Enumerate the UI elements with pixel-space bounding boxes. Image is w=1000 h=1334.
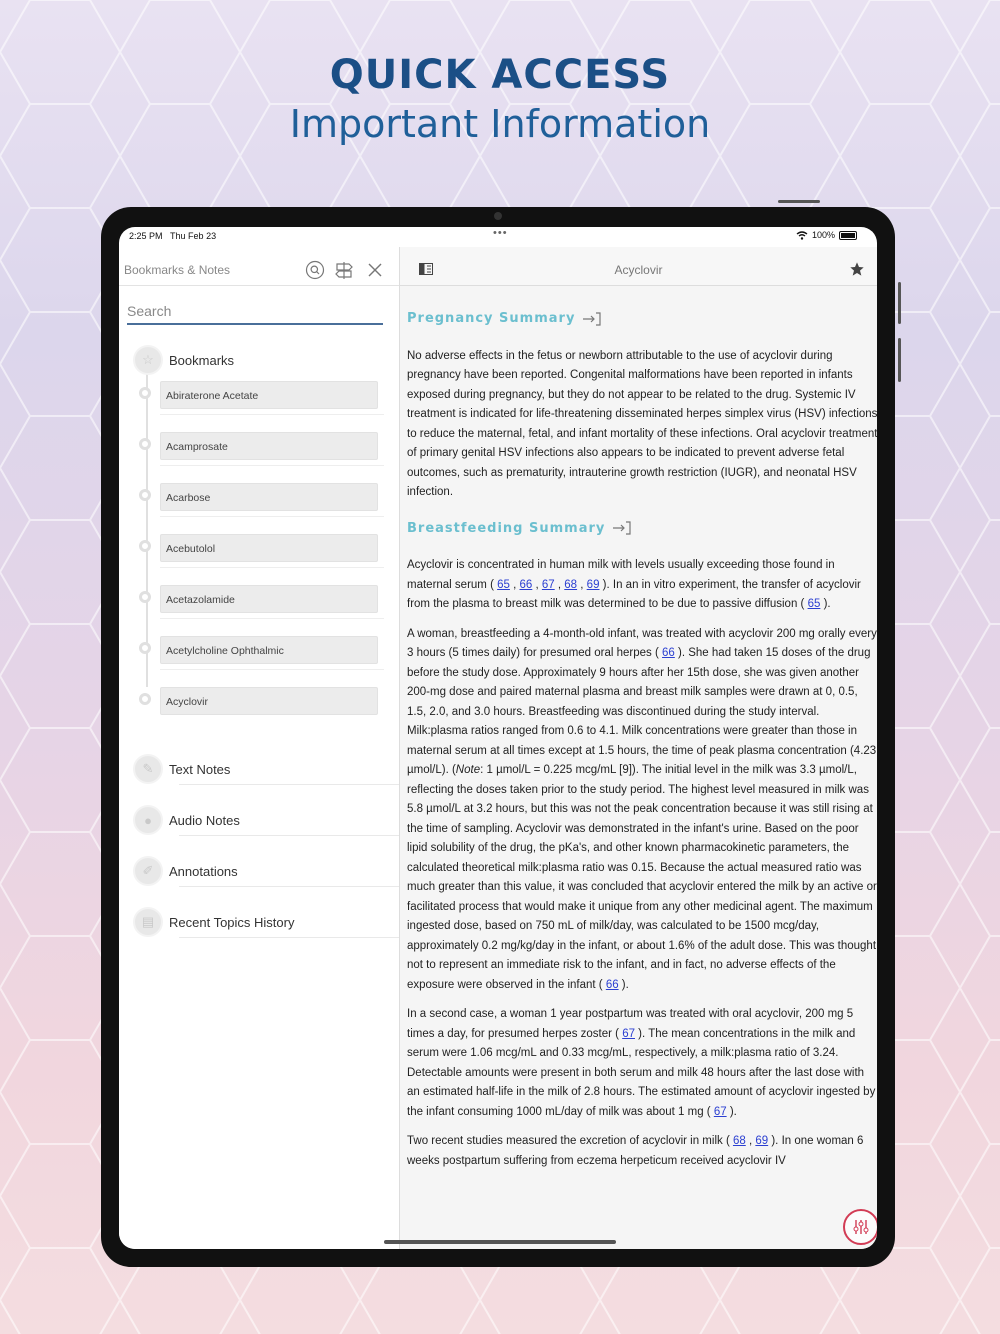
bookmark-item[interactable]: Acebutolol: [160, 534, 378, 562]
bookmark-item[interactable]: Acetazolamide: [160, 585, 378, 613]
jump-icon[interactable]: [581, 312, 601, 326]
headline-subtitle: Important Information: [289, 102, 711, 146]
separator: [160, 516, 384, 517]
reference-link[interactable]: 66: [605, 978, 619, 991]
search-icon[interactable]: [305, 260, 325, 280]
microphone-icon: ●: [133, 805, 163, 835]
breastfeeding-paragraph: Two recent studies measured the excretion of acyclovir in milk ( 68 , 69 ). In one woman 6 weeks postpartum suffering from eczema herpeticum received acyclovir IV: [407, 1135, 864, 1167]
headline-title: QUICK ACCESS: [329, 52, 671, 98]
separator: [160, 567, 384, 568]
timeline-node: [139, 438, 151, 450]
separator: [160, 414, 384, 415]
timeline-node: [139, 387, 151, 399]
timeline-line: [146, 357, 148, 687]
pregnancy-summary-heading: Pregnancy Summary: [407, 309, 877, 329]
camera: [494, 212, 502, 220]
monograph-title: Acyclovir: [614, 263, 663, 277]
separator: [179, 835, 399, 836]
reference-link[interactable]: 67: [713, 1105, 727, 1118]
device-volume-down: [898, 338, 901, 382]
history-icon: ▤: [133, 907, 163, 937]
section-audio-notes[interactable]: ● Audio Notes: [133, 805, 240, 835]
wifi-icon: [796, 231, 808, 240]
separator: [160, 669, 384, 670]
section-recent-history[interactable]: ▤ Recent Topics History: [133, 907, 294, 937]
timeline-node: [139, 489, 151, 501]
bookmark-item[interactable]: Abiraterone Acetate: [160, 381, 378, 409]
star-icon[interactable]: [849, 261, 865, 277]
monograph-content: [407, 309, 877, 1181]
breastfeeding-summary-heading: Breastfeeding Summary: [407, 519, 877, 539]
close-icon[interactable]: [365, 260, 385, 280]
status-bar: [119, 227, 877, 247]
reference-link[interactable]: 69: [586, 578, 600, 591]
section-annotations[interactable]: ✐ Annotations: [133, 856, 238, 886]
left-header: [119, 247, 399, 286]
separator: [160, 465, 384, 466]
reference-link[interactable]: 66: [519, 578, 533, 591]
breastfeeding-paragraph: A woman, breastfeeding a 4-month-old infant, was treated with acyclovir 200 mg orally every 3 hours (5 times daily) for presumed oral herpes ( 66 ). She had taken 15 doses of the drug before the study dose. Approximately 9 hours after her 15th dose, she was given another 200-mg dose and paired maternal plasma and breast milk samples were drawn at 0, 0.5, 1.5, 2.0, and 3.0 hours. Breastfeeding was discontinued during the study interval. Milk:plasma ratios ranged from 0.6 to 4.1. Milk concentrations were greater than those in maternal serum at all times except at 1.5 hours, the time of peak plasma concentration (4.23 µmol/L). (Note: 1 µmol/L = 0.225 mcg/mL [9]). The initial level in the milk was 3.3 µmol/L, reflecting the doses taken prior to the study period. The highest level measured in milk was 5.8 µmol/L at 3.2 hours, but this was not the peak concentration because it was still rising at the time of sampling. Acyclovir was demonstrated in the infant's urine. Based on the poor lipid solubility of the drug, the pKa's, and other known pharmacokinetic parameters, the calculated theoretical milk:plasma ratio was 0.15. Because the actual measured ratio was much greater than this value, it was concluded that acyclovir entered the milk by an active or facilitated process that would make it unique from any other medicinal agent. The maximum ingested dose, based on 750 mL of milk/day, was calculated to be 1500 mcg/day, approximately 0.2 mg/kg/day in the infant, or about 1.6% of the adult dose. This was thought not to represent an immediate risk to the infant, and in fact, no adverse effects of the exposure were observed in the infant ( 66 ).: [407, 627, 877, 991]
timeline-node: [139, 591, 151, 603]
separator: [179, 886, 399, 887]
mixer-icon: [851, 1217, 871, 1237]
signpost-icon[interactable]: [334, 260, 354, 280]
device-volume-up: [898, 282, 901, 324]
left-panel-title: Bookmarks & Notes: [124, 263, 231, 277]
tablet-device: [101, 207, 895, 1267]
bookmark-item[interactable]: Acyclovir: [160, 687, 378, 715]
bookmark-item[interactable]: Acamprosate: [160, 432, 378, 460]
section-text-notes[interactable]: ✎ Text Notes: [133, 754, 230, 784]
reference-link[interactable]: 67: [622, 1027, 635, 1040]
reference-link[interactable]: 66: [662, 647, 675, 659]
status-time: 2:25 PM Thu Feb 23: [129, 231, 217, 241]
search-input[interactable]: Search: [127, 303, 383, 325]
pregnancy-summary-text: No adverse effects in the fetus or newborn attributable to the use of acyclovir during pregnancy have been reported. Congenital malformations have been reported in infants exposed during pregnancy, but they do not appear to be related to the drug. Systemic IV treatment is indicated for life-threatening disseminated herpes simplex virus (HSV) infections to reduce the maternal, fetal, and infant mortality of these infections. Oral acyclovir treatment of primary genital HSV infections also appears to be indicated to prevent adverse fetal outcomes, such as prematurity, intrauterine growth restriction (IUGR), and neonatal HSV infection.: [407, 349, 877, 498]
reference-link[interactable]: 65: [807, 598, 821, 610]
tablet-screen: [119, 227, 877, 1249]
battery-icon: [839, 231, 857, 240]
bookmark-item[interactable]: Acetylcholine Ophthalmic: [160, 636, 378, 664]
timeline-node: [139, 540, 151, 552]
separator: [160, 618, 384, 619]
battery-percent: 100%: [811, 230, 835, 240]
reference-link[interactable]: 68: [732, 1135, 746, 1147]
device-power-button: [778, 200, 820, 203]
section-bookmarks[interactable]: ☆ Bookmarks: [133, 345, 234, 375]
jump-icon[interactable]: [611, 521, 631, 535]
pencil-icon: ✐: [133, 856, 163, 886]
bookmarks-panel: [119, 247, 400, 1249]
reference-link[interactable]: 68: [564, 578, 578, 591]
reference-link[interactable]: 69: [755, 1135, 769, 1147]
home-indicator[interactable]: [384, 1240, 616, 1244]
star-outline-icon: ☆: [133, 345, 163, 375]
separator: [179, 784, 399, 785]
breastfeeding-paragraph: Acyclovir is concentrated in human milk with levels usually exceeding those found in maternal serum ( 65 , 66 , 67 , 68 , 69 ). In an in vitro experiment, the transfer of acyclovir from the plasma to breast milk was determined to be due to passive diffusion ( 65 ).: [407, 559, 861, 610]
note-icon: ✎: [133, 754, 163, 784]
timeline-node: [139, 642, 151, 654]
timeline-node: [139, 693, 151, 705]
separator: [179, 937, 399, 938]
multitask-dots[interactable]: •••: [493, 227, 508, 239]
right-header: [400, 247, 877, 286]
status-right: [796, 230, 857, 240]
monograph-panel: [400, 247, 877, 1249]
reference-link[interactable]: 65: [497, 578, 510, 591]
headline: [0, 52, 1000, 146]
reference-link[interactable]: 67: [541, 578, 555, 591]
breastfeeding-paragraph: In a second case, a woman 1 year postpartum was treated with oral acyclovir, 200 mg 5 times a day, for presumed herpes zoster ( 67 ). The mean concentrations in the milk and serum were 1.06 mcg/mL and 0.33 mcg/mL, respectively, a milk:plasma ratio of 3.24. Detectable amounts were present in both serum and milk 48 hours after the last dose with an estimated half-life in the milk of 2.8 hours. The estimated amount of acyclovir ingested by the infant consuming 1000 mL/day of milk was about 1 mg ( 67 ).: [407, 1008, 876, 1118]
mixer-button[interactable]: [843, 1209, 877, 1245]
bookmark-item[interactable]: Acarbose: [160, 483, 378, 511]
